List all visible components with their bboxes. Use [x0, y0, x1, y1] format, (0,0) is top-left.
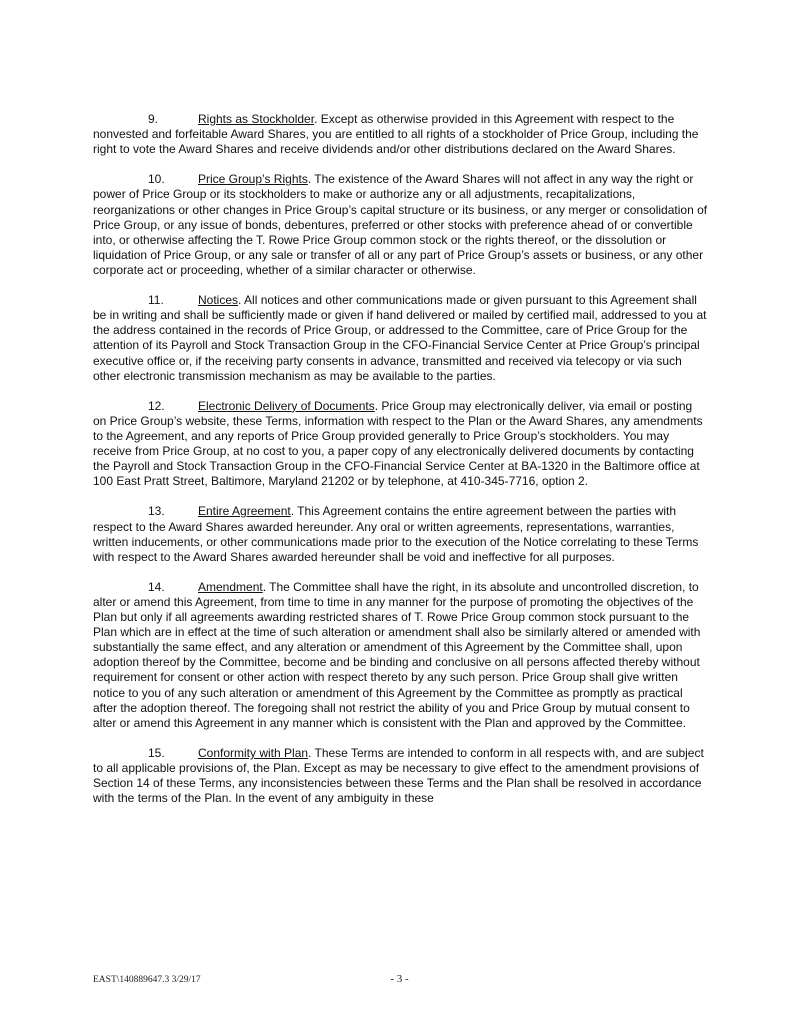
section-title: Electronic Delivery of Documents: [198, 398, 375, 413]
document-body: [93, 112, 708, 821]
section-title: Price Group’s Rights: [198, 172, 308, 187]
section-13: [93, 504, 708, 564]
footer-document-id: EAST\140889647.3 3/29/17: [93, 975, 201, 985]
section-number: 15.: [148, 745, 165, 760]
section-number: 10.: [148, 172, 165, 187]
section-number: 13.: [148, 504, 165, 519]
section-text: . Price Group may electronically deliver, via email or posting on Price Group’s website, these Terms, information with respect to the Plan or the Award Shares, any amendments to the Agreement, and any reports of Price Group provided generally to Price Group’s stockholders. You may receive from Price Group, at no cost to you, a paper copy of any electronically delivered documents by contacting the Payroll and Stock Transaction Group in the CFO-Financial Service Center at BA-1320 in the Baltimore office at 100 East Pratt Street, Baltimore, Maryland 21202 or by telephone, at 410-345-7716, option 2.: [93, 398, 703, 489]
section-text: . These Terms are intended to conform in all respects with, and are subject to all applicable provisions of, the Plan. Except as may be necessary to give effect to the amendment provisions of Section 14 of these Terms, any inconsistencies between these Terms and the Plan shall be resolved in accordance with the terms of the Plan. In the event of any ambiguity in these: [93, 745, 704, 806]
section-12: [93, 399, 708, 490]
section-title: Rights as Stockholder: [198, 112, 315, 126]
section-title: Entire Agreement: [198, 504, 291, 519]
section-14: [93, 580, 708, 731]
section-title: Amendment: [198, 579, 263, 594]
section-number: 11.: [148, 293, 164, 308]
section-11: [93, 293, 708, 384]
section-title: Notices: [198, 293, 239, 308]
section-text: . All notices and other communications made or given pursuant to this Agreement shall be in writing and shall be sufficiently made or given if hand delivered or mailed by certified mail, addressed to you at the address contained in the records of Price Group, or addressed to the Committee, care of Price Group for the attention of its Payroll and Stock Transaction Group in the CFO-Financial Service Center at Price Group’s principal executive office or, if the receiving party consents in advance, transmitted and received via telecopy or via such other electronic transmission mechanism as may be available to the parties.: [93, 293, 707, 383]
section-text: . This Agreement contains the entire agreement between the parties with respect to the Award Shares awarded hereunder. Any oral or written agreements, representations, warranties, written inducements, or other communications made prior to the execution of the Notice correlating to these Terms with respect to the Award Shares awarded hereunder shall be void and ineffective for all purposes.: [93, 504, 699, 564]
footer-page-number: - 3 -: [390, 973, 409, 985]
section-number: 12.: [148, 398, 165, 413]
section-number: 9.: [148, 112, 159, 126]
section-text: . The Committee shall have the right, in its absolute and uncontrolled discretion, to alter or amend this Agreement, from time to time in any manner for the purpose of promoting the objectives of the Plan but only if all agreements awarding restricted shares of T. Rowe Price Group common stock pursuant to the Plan which are in effect at the time of such alteration or amendment shall also be similarly altered or amended with substantially the same effect, and any alteration or amendment of this Agreement by the Committee shall, upon adoption thereof by the Committee, become and be binding and conclusive on all persons affected thereby without requirement for consent or other action with respect thereto by any such person. Price Group shall give written notice to you of any such alteration or amendment of this Agreement by the Committee as promptly as practical after the adoption thereof. The foregoing shall not restrict the ability of you and Price Group by mutual consent to alter or amend this Agreement in any manner which is consistent with the Plan and approved by the Committee.: [93, 579, 701, 730]
section-text: . Except as otherwise provided in this Agreement with respect to the nonvested and forfeitable Award Shares, you are entitled to all rights of a stockholder of Price Group, including the right to vote the Award Shares and receive dividends and/or other distributions declared on the Award Shares.: [93, 112, 699, 157]
section-text: . The existence of the Award Shares will not affect in any way the right or power of Price Group or its stockholders to make or authorize any or all adjustments, recapitalizations, reorganizations or other changes in Price Group’s capital structure or its business, or any merger or consolidation of Price Group, or any issue of bonds, debentures, preferred or other stocks with preference ahead of or convertible into, or otherwise affecting the T. Rowe Price Group common stock or the rights thereof, or the dissolution or liquidation of Price Group, or any sale or transfer of all or any part of Price Group’s assets or business, or any other corporate act or proceeding, whether of a similar character or otherwise.: [93, 172, 708, 277]
section-number: 14.: [148, 579, 165, 594]
section-10: [93, 172, 708, 278]
section-title: Conformity with Plan: [198, 745, 309, 760]
section-9: [93, 112, 708, 157]
section-15: [93, 746, 708, 806]
